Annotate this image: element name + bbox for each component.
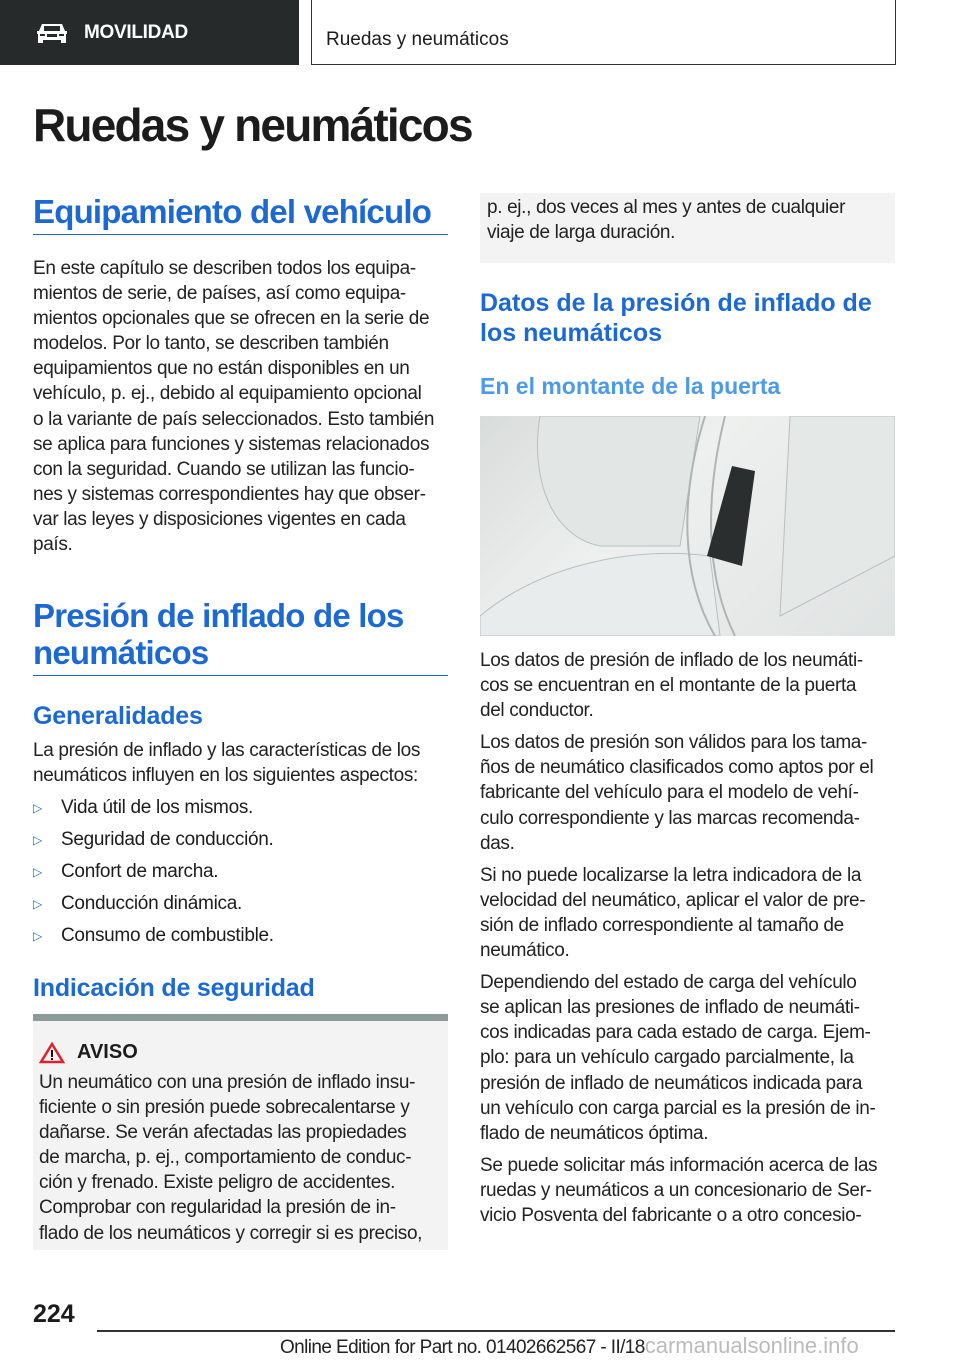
paragraph xyxy=(480,730,877,855)
paragraph-generalidades xyxy=(33,738,420,788)
text-line: se aplican las presiones de inflado de neumáti- xyxy=(480,997,860,1019)
page-title: Ruedas y neumáticos xyxy=(33,99,472,151)
text-line: var las leyes y disposiciones vigentes en cada xyxy=(33,508,406,530)
warning-triangle-icon xyxy=(39,1042,65,1064)
heading-generalidades: Generalidades xyxy=(33,702,203,730)
edition-text: Online Edition for Part no. 01402662567 - II/18 xyxy=(280,1337,645,1358)
heading-equipamiento: Equipamiento del vehículo xyxy=(33,193,448,235)
continued-note xyxy=(480,193,895,263)
text-line: ruedas y neumáticos a un concesionario de Ser- xyxy=(480,1179,872,1201)
text-line: p. ej., dos veces al mes y antes de cualquier xyxy=(487,197,846,218)
text-line: vicio Posventa del fabricante o a otro concesio- xyxy=(480,1204,862,1226)
text-line: Datos de la presión de inflado de xyxy=(480,289,872,317)
list-item-text: Confort de marcha. xyxy=(61,861,219,882)
car-icon xyxy=(36,22,68,44)
list-item xyxy=(33,824,274,856)
text-line: neumáticos xyxy=(33,634,209,671)
list-item xyxy=(33,792,274,824)
right-paragraphs xyxy=(480,648,877,1235)
text-line: fabricante del vehículo para el modelo de vehí- xyxy=(480,782,859,804)
text-line: equipamientos que no están disponibles en un xyxy=(33,358,410,380)
text-line: con la seguridad. Cuando se utilizan las funcio- xyxy=(33,458,415,480)
text-line: modelos. Por lo tanto, se describen también xyxy=(33,333,389,355)
list-item-text: Consumo de combustible. xyxy=(61,925,274,946)
text-line: dañarse. Se verán afectadas las propiedades xyxy=(39,1122,407,1144)
list-item xyxy=(33,888,274,920)
text-line: Presión de inflado de los xyxy=(33,597,404,634)
text-line: se aplica para funciones y sistemas relacionados xyxy=(33,433,430,455)
text-line: Comprobar con regularidad la presión de in- xyxy=(39,1197,396,1219)
warning-text xyxy=(39,1070,442,1246)
text-line: presión de inflado de neumáticos indicada para xyxy=(480,1072,863,1094)
chapter-tab xyxy=(311,0,896,65)
section-label: MOVILIDAD xyxy=(84,21,188,43)
text-line: país. xyxy=(33,534,73,556)
text-line: neumáticos influyen en los siguientes aspectos: xyxy=(33,765,418,787)
warning-title: AVISO xyxy=(77,1041,138,1063)
paragraph xyxy=(480,648,877,723)
text-line: un vehículo con carga parcial es la presión de in- xyxy=(480,1097,876,1119)
text-line: vehículo, p. ej., debido al equipamiento opcional xyxy=(33,383,422,405)
text-line: Si no puede localizarse la letra indicadora de la xyxy=(480,864,862,886)
page-number: 224 xyxy=(33,1300,75,1328)
text-line: cos indicadas para cada estado de carga. Ejem- xyxy=(480,1022,871,1044)
text-line: culo correspondiente y las marcas recomenda- xyxy=(480,807,860,829)
list-item xyxy=(33,920,274,952)
paragraph xyxy=(480,863,877,963)
bullet-triangle-icon: ▷ xyxy=(33,865,42,879)
watermark: carmanualsonline.info xyxy=(644,1333,859,1358)
text-line: Un neumático con una presión de inflado insu- xyxy=(39,1072,416,1093)
text-line: velocidad del neumático, aplicar el valor de pre- xyxy=(480,889,866,911)
list-item xyxy=(33,856,274,888)
paragraph-equipamiento xyxy=(33,256,434,557)
text-line: flado de neumáticos óptima. xyxy=(480,1122,709,1144)
text-line: La presión de inflado y las características de los xyxy=(33,740,420,761)
text-line: ficiente o sin presión puede sobrecalentarse y xyxy=(39,1097,410,1119)
text-line: nes y sistemas correspondientes hay que obser- xyxy=(33,483,426,505)
text-line: En este capítulo se describen todos los equipa- xyxy=(33,258,416,279)
bullet-triangle-icon: ▷ xyxy=(33,801,42,815)
bullet-triangle-icon: ▷ xyxy=(33,897,42,911)
chapter-label: Ruedas y neumáticos xyxy=(326,29,509,50)
text-line: mientos opcionales que se ofrecen en la serie de xyxy=(33,308,430,330)
footer-edition xyxy=(280,1333,859,1359)
text-line: mientos de serie, de países, así como equipa- xyxy=(33,283,406,305)
bullet-list xyxy=(33,792,274,952)
heading-datos xyxy=(480,288,872,348)
list-item-text: Vida útil de los mismos. xyxy=(61,797,254,818)
text-line: o la variante de país seleccionados. Esto también xyxy=(33,408,435,430)
text-line: plo: para un vehículo cargado parcialmente, la xyxy=(480,1047,854,1069)
text-line: ños de neumático clasificados como aptos por el xyxy=(480,757,874,779)
text-line: los neumáticos xyxy=(480,319,662,347)
bullet-triangle-icon: ▷ xyxy=(33,833,42,847)
door-pillar-illustration xyxy=(480,416,895,636)
text-line: flado de los neumáticos y corregir si es preciso, xyxy=(39,1222,423,1244)
footer-rule xyxy=(97,1330,895,1332)
text-line: Dependiendo del estado de carga del vehículo xyxy=(480,972,857,994)
text-line: viaje de larga duración. xyxy=(487,222,676,244)
heading-seguridad: Indicación de seguridad xyxy=(33,974,315,1002)
list-item-text: Seguridad de conducción. xyxy=(61,829,274,850)
heading-montante: En el montante de la puerta xyxy=(480,373,781,399)
section-tab xyxy=(0,0,299,65)
text-line: Se puede solicitar más información acerca de las xyxy=(480,1154,878,1176)
text-line: Los datos de presión son válidos para los tama- xyxy=(480,732,868,754)
text-line: ción y frenado. Existe peligro de accidentes. xyxy=(39,1172,396,1194)
text-line: Los datos de presión de inflado de los neumáti- xyxy=(480,650,863,671)
heading-presion xyxy=(33,597,448,676)
paragraph xyxy=(480,970,877,1146)
text-line: das. xyxy=(480,832,515,854)
bullet-triangle-icon: ▷ xyxy=(33,929,42,943)
paragraph xyxy=(480,1153,877,1228)
warning-box xyxy=(33,1014,448,1250)
text-line: del conductor. xyxy=(480,700,594,722)
text-line: sión de inflado correspondiente al tamaño de xyxy=(480,914,844,936)
list-item-text: Conducción dinámica. xyxy=(61,893,242,914)
text-line: cos se encuentran en el montante de la puerta xyxy=(480,675,857,697)
text-line: de marcha, p. ej., comportamiento de conduc- xyxy=(39,1147,412,1169)
text-line: neumático. xyxy=(480,940,570,962)
